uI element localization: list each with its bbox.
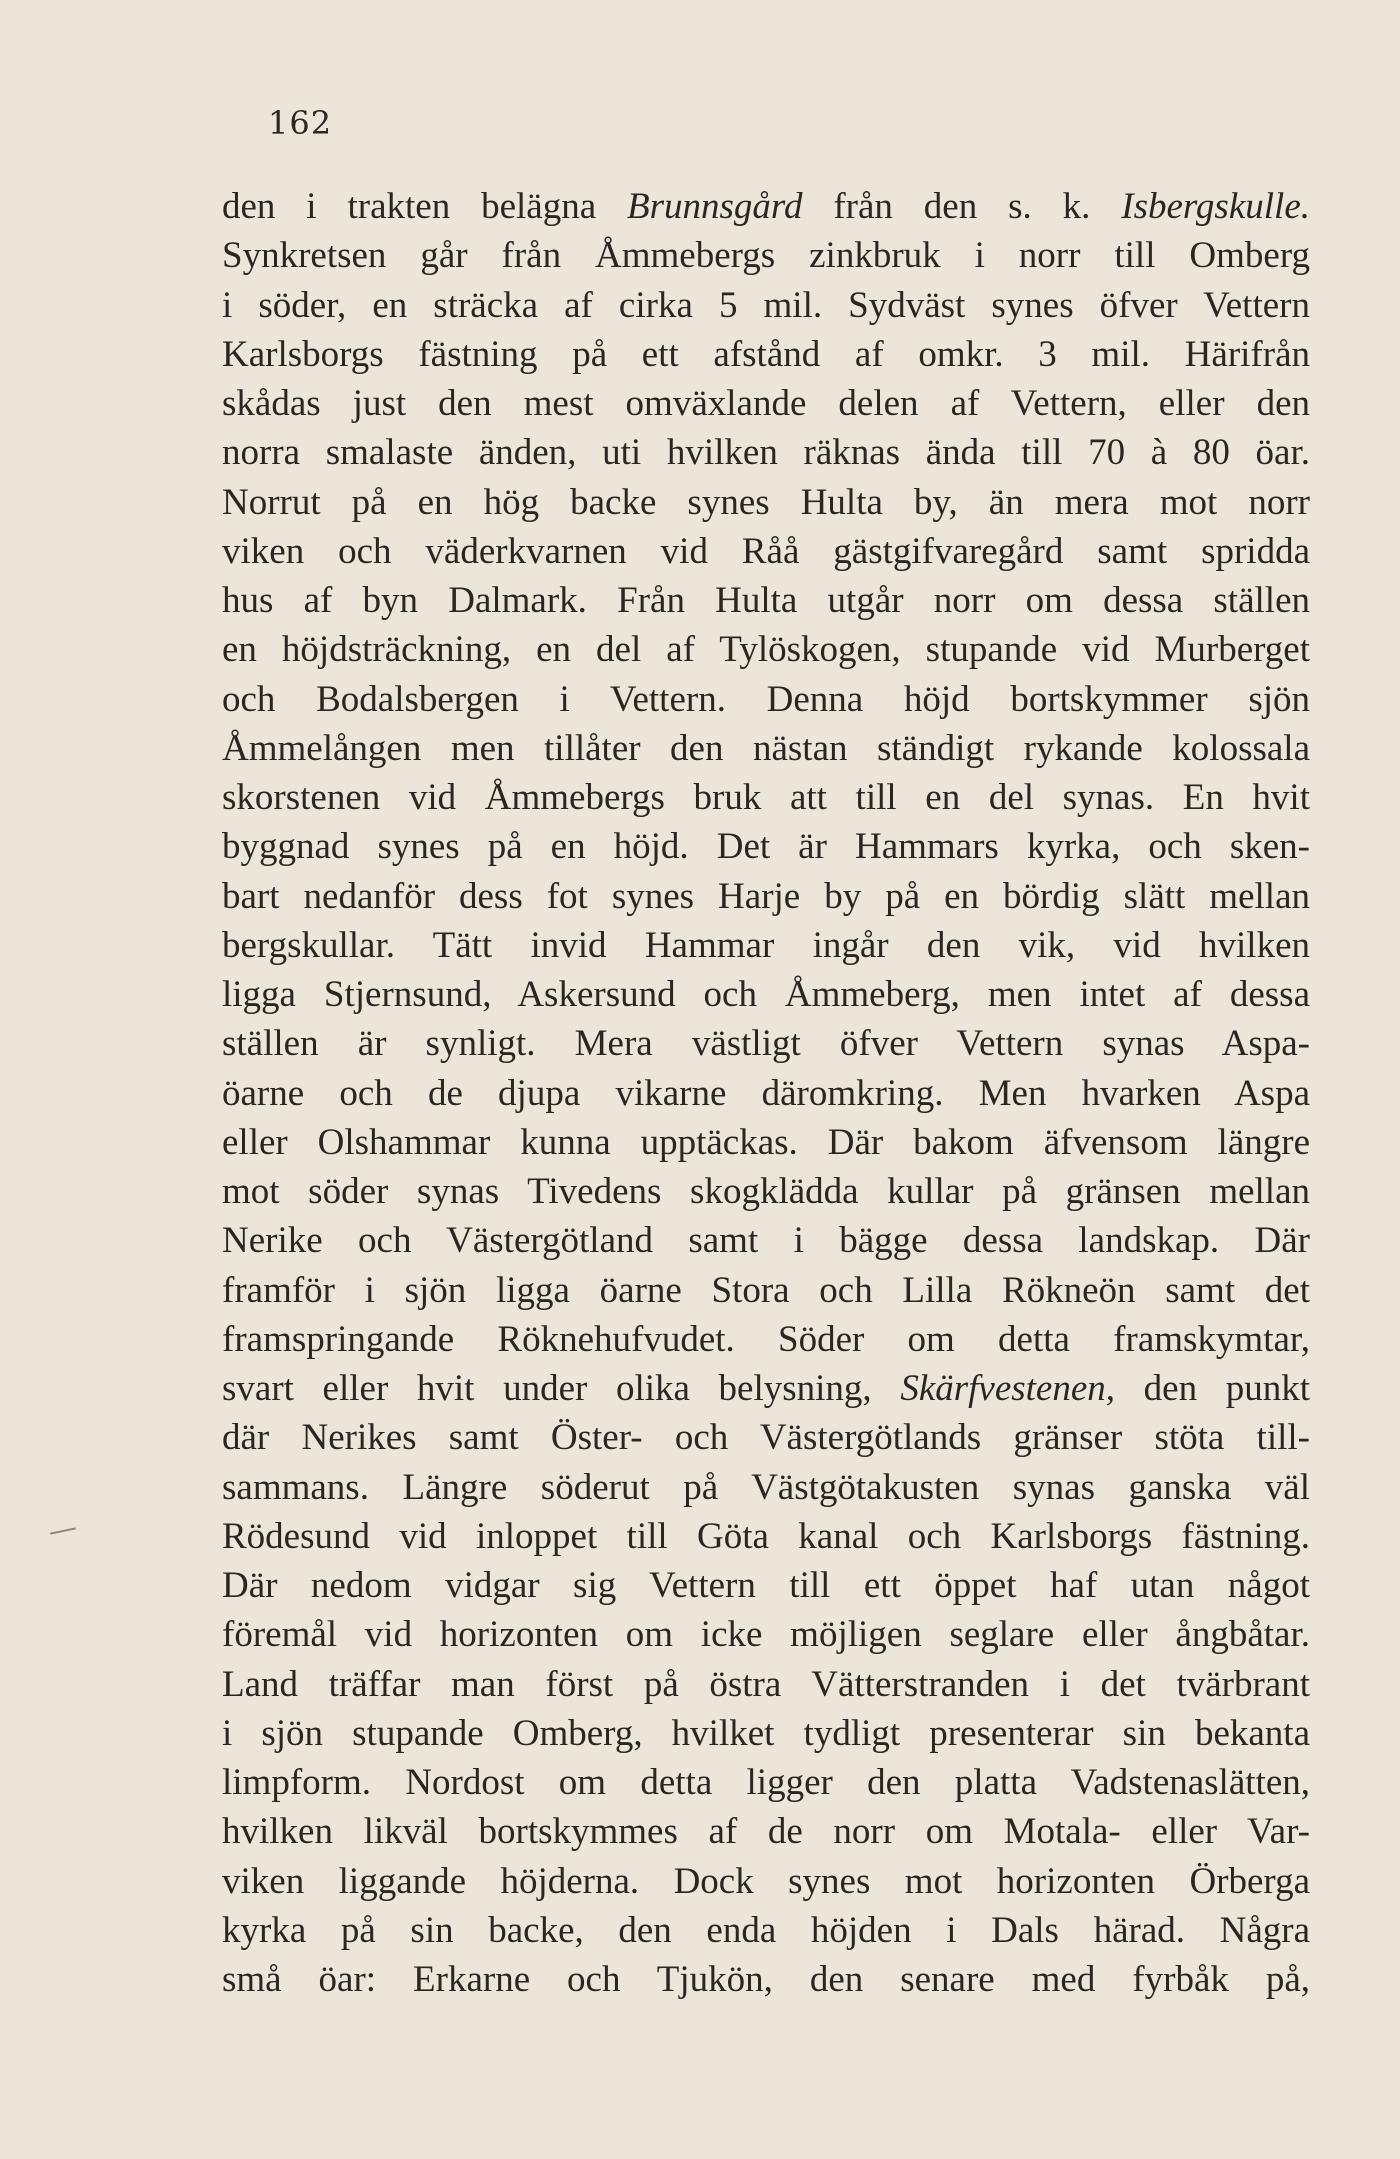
text-line: skådas just den mest omväxlande delen af Vettern, eller den (222, 383, 1310, 424)
text-line: kyrka på sin backe, den enda höjden i Dals härad. Några (222, 1909, 1310, 1951)
text-line: där Nerikes samt Öster- och Västergötlands gränser stöta till- (222, 1417, 1310, 1459)
margin-mark (50, 1527, 76, 1534)
text-line: viken liggande höjderna. Dock synes mot horizonten Örberga (222, 1860, 1310, 1902)
text-line: skorstenen vid Åmmebergs bruk att till en del synas. En hvit (222, 777, 1310, 818)
text-line: Norrut på en hög backe synes Hulta by, än mera mot norr (222, 481, 1310, 523)
text-line: framspringande Röknehufvudet. Söder om detta framskymtar, (222, 1318, 1310, 1360)
text-line: ligga Stjernsund, Askersund och Åmmeberg, men intet af dessa (222, 974, 1310, 1015)
text-line: hus af byn Dalmark. Från Hulta utgår norr om dessa ställen (222, 580, 1310, 621)
text-line: viken och väderkvarnen vid Råå gästgifvaregård samt spridda (222, 530, 1310, 572)
text-line: mot söder synas Tivedens skogklädda kullar på gränsen mellan (222, 1171, 1310, 1212)
text-line: svart eller hvit under olika belysning, Skärfvestenen, den punkt (222, 1368, 1310, 1409)
page-number: 162 (268, 104, 333, 142)
text-line: Land träffar man först på östra Vätterstranden i det tvärbrant (222, 1663, 1310, 1705)
text-line: Åmmelången men tillåter den nästan ständigt rykande kolossala (222, 727, 1310, 769)
body-text (222, 182, 1310, 2004)
text-line: Där nedom vidgar sig Vettern till ett öppet haf utan något (222, 1565, 1310, 1606)
text-line: hvilken likväl bortskymmes af de norr om Motala- eller Var- (222, 1811, 1310, 1853)
text-line: limpform. Nordost om detta ligger den platta Vadstenaslätten, (222, 1762, 1310, 1803)
text-line: och Bodalsbergen i Vettern. Denna höjd bortskymmer sjön (222, 678, 1310, 720)
text-line: Nerike och Västergötland samt i bägge dessa landskap. Där (222, 1220, 1310, 1262)
text-line: i söder, en sträcka af cirka 5 mil. Sydväst synes öfver Vettern (222, 284, 1310, 326)
text-line: framför i sjön ligga öarne Stora och Lilla Rökneön samt det (222, 1269, 1310, 1311)
text-line: i sjön stupande Omberg, hvilket tydligt presenterar sin bekanta (222, 1712, 1310, 1754)
text-line: föremål vid horizonten om icke möjligen seglare eller ångbåtar. (222, 1614, 1310, 1656)
text-line: norra smalaste änden, uti hvilken räknas ända till 70 à 80 öar. (222, 432, 1310, 474)
text-line: eller Olshammar kunna upptäckas. Där bakom äfvensom längre (222, 1121, 1310, 1163)
text-line: en höjdsträckning, en del af Tylöskogen, stupande vid Murberget (222, 629, 1310, 671)
text-line: öarne och de djupa vikarne däromkring. Men hvarken Aspa (222, 1072, 1310, 1114)
text-line: Rödesund vid inloppet till Göta kanal och Karlsborgs fästning. (222, 1515, 1310, 1557)
text-line: Synkretsen går från Åmmebergs zinkbruk i norr till Omberg (222, 235, 1310, 277)
text-line: små öar: Erkarne och Tjukön, den senare med fyrbåk på, (222, 1959, 1310, 2000)
text-line: bergskullar. Tätt invid Hammar ingår den vik, vid hvilken (222, 924, 1310, 966)
text-line: sammans. Längre söderut på Västgötakusten synas ganska väl (222, 1466, 1310, 1508)
text-line: Karlsborgs fästning på ett afstånd af omkr. 3 mil. Härifrån (222, 333, 1310, 375)
text-line: ställen är synligt. Mera västligt öfver Vettern synas Aspa- (222, 1023, 1310, 1065)
text-line: byggnad synes på en höjd. Det är Hammars kyrka, och sken- (222, 826, 1310, 868)
text-line: bart nedanför dess fot synes Harje by på en bördig slätt mellan (222, 875, 1310, 917)
text-line: den i trakten belägna Brunnsgård från den s. k. Isbergskulle. (222, 186, 1310, 227)
